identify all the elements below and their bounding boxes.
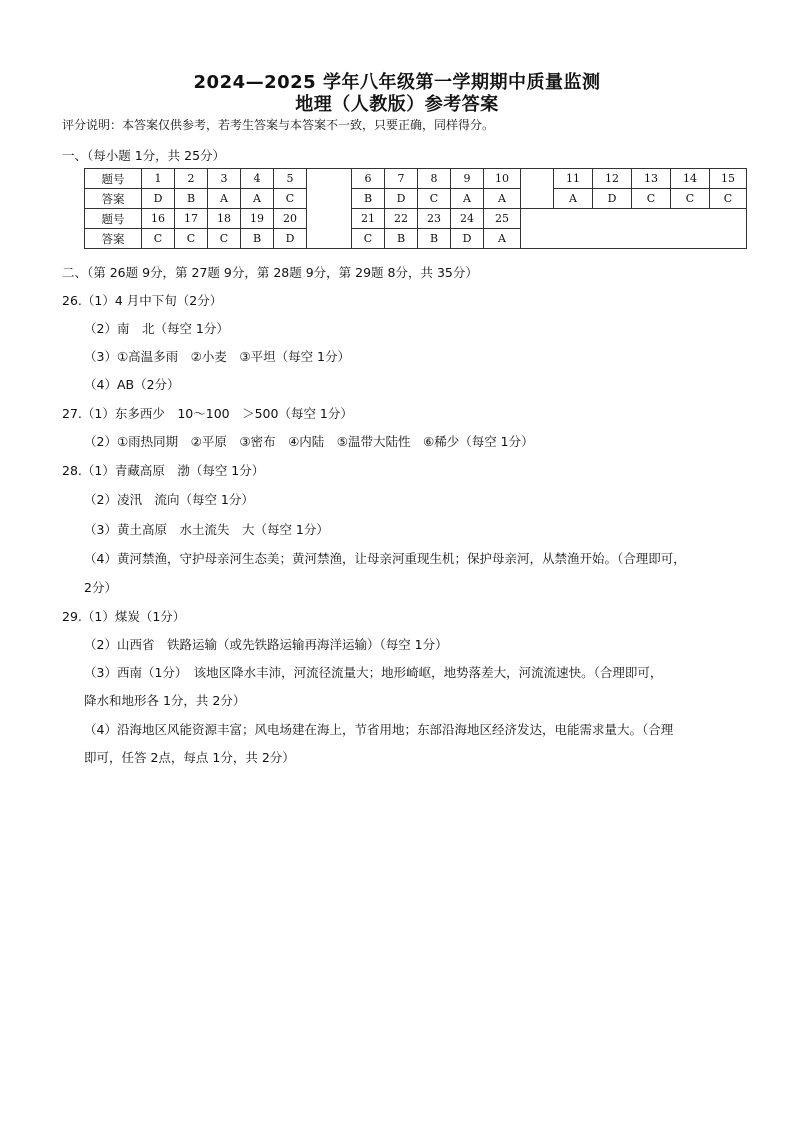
question-number: 16 [142, 209, 175, 229]
q26-part2: （2）南 北（每空 1分） [84, 321, 229, 336]
page-subtitle: 地理（人教版）参考答案 [295, 94, 499, 115]
answer-label: 答案 [85, 189, 142, 209]
question-number: 23 [418, 209, 451, 229]
q27-part2: （2）①雨热同期 ②平原 ③密布 ④内陆 ⑤温带大陆性 ⑥稀少（每空 1分） [84, 434, 534, 449]
answer-cell: C [142, 229, 175, 249]
question-label: 题号 [85, 209, 142, 229]
answer-cell: C [208, 229, 241, 249]
q28-part3: （3）黄土高原 水土流失 大（每空 1分） [84, 522, 329, 537]
answer-cell: B [241, 229, 274, 249]
answer-cell: D [274, 229, 307, 249]
question-number: 20 [274, 209, 307, 229]
question-number: 9 [451, 169, 484, 189]
table-gap [307, 169, 352, 249]
empty-area [521, 209, 747, 249]
answer-cell: D [451, 229, 484, 249]
question-label: 题号 [85, 169, 142, 189]
q29-part2: （2）山西省 铁路运输（或先铁路运输再海洋运输）（每空 1分） [84, 637, 448, 652]
answer-cell: A [484, 189, 521, 209]
question-number: 11 [554, 169, 593, 189]
question-number: 19 [241, 209, 274, 229]
answer-cell: C [352, 229, 385, 249]
answer-cell: D [142, 189, 175, 209]
section2-heading: 二、（第 26题 9分，第 27题 9分，第 28题 9分，第 29题 8分，共 35分） [62, 265, 478, 280]
q29-part3-cont: 降水和地形各 1分，共 2分） [84, 693, 246, 708]
question-number: 2 [175, 169, 208, 189]
answer-cell: C [175, 229, 208, 249]
answer-cell: B [352, 189, 385, 209]
answer-table [84, 168, 747, 249]
answer-cell: C [632, 189, 671, 209]
answer-cell: A [208, 189, 241, 209]
question-number: 15 [710, 169, 747, 189]
answer-cell: A [241, 189, 274, 209]
question-number: 13 [632, 169, 671, 189]
answer-cell: A [451, 189, 484, 209]
table-row [85, 209, 747, 229]
q29-part4-cont: 即可，任答 2点，每点 1分，共 2分） [84, 750, 295, 765]
question-number: 22 [385, 209, 418, 229]
answer-cell: C [710, 189, 747, 209]
q26-part1: 26.（1）4 月中下旬（2分） [62, 293, 223, 308]
question-number: 4 [241, 169, 274, 189]
q29-part1: 29.（1）煤炭（1分） [62, 609, 186, 624]
q29-part3: （3）西南（1分） 该地区降水丰沛，河流径流量大；地形崎岖，地势落差大，河流流速快。（合理即可， [84, 665, 663, 680]
answer-label: 答案 [85, 229, 142, 249]
answer-cell: D [385, 189, 418, 209]
answer-cell: C [418, 189, 451, 209]
answer-cell: A [554, 189, 593, 209]
question-number: 7 [385, 169, 418, 189]
answer-cell: B [418, 229, 451, 249]
question-number: 8 [418, 169, 451, 189]
table-row [85, 189, 747, 209]
table-gap [521, 169, 554, 209]
scoring-note: 评分说明：本答案仅供参考，若考生答案与本答案不一致，只要正确，同样得分。 [62, 118, 495, 132]
question-number: 3 [208, 169, 241, 189]
question-number: 18 [208, 209, 241, 229]
answer-cell: B [175, 189, 208, 209]
page-title: 2024—2025 学年八年级第一学期期中质量监测 [193, 72, 601, 93]
q28-part4-cont: 2分） [84, 580, 117, 595]
q26-part3: （3）①高温多雨 ②小麦 ③平坦（每空 1分） [84, 349, 350, 364]
answer-cell: B [385, 229, 418, 249]
question-number: 14 [671, 169, 710, 189]
question-number: 12 [593, 169, 632, 189]
q29-part4: （4）沿海地区风能资源丰富；风电场建在海上，节省用地；东部沿海地区经济发达，电能需求量大。（合理 [84, 722, 674, 737]
answer-cell: A [484, 229, 521, 249]
q28-part1: 28.（1）青藏高原 渤（每空 1分） [62, 463, 265, 478]
answer-cell: C [274, 189, 307, 209]
answer-cell: D [593, 189, 632, 209]
table-row [85, 169, 747, 189]
q27-part1: 27.（1）东多西少 10～100 ＞500（每空 1分） [62, 406, 353, 421]
question-number: 10 [484, 169, 521, 189]
answer-cell: C [671, 189, 710, 209]
q26-part4: （4）AB（2分） [84, 377, 180, 392]
section1-heading: 一、（每小题 1分，共 25分） [62, 148, 226, 163]
question-number: 21 [352, 209, 385, 229]
question-number: 25 [484, 209, 521, 229]
question-number: 6 [352, 169, 385, 189]
q28-part4: （4）黄河禁渔，守护母亲河生态美；黄河禁渔，让母亲河重现生机；保护母亲河，从禁渔开始。（合理即可， [84, 551, 686, 566]
q28-part2: （2）凌汛 流向（每空 1分） [84, 492, 254, 507]
question-number: 5 [274, 169, 307, 189]
question-number: 1 [142, 169, 175, 189]
question-number: 17 [175, 209, 208, 229]
question-number: 24 [451, 209, 484, 229]
